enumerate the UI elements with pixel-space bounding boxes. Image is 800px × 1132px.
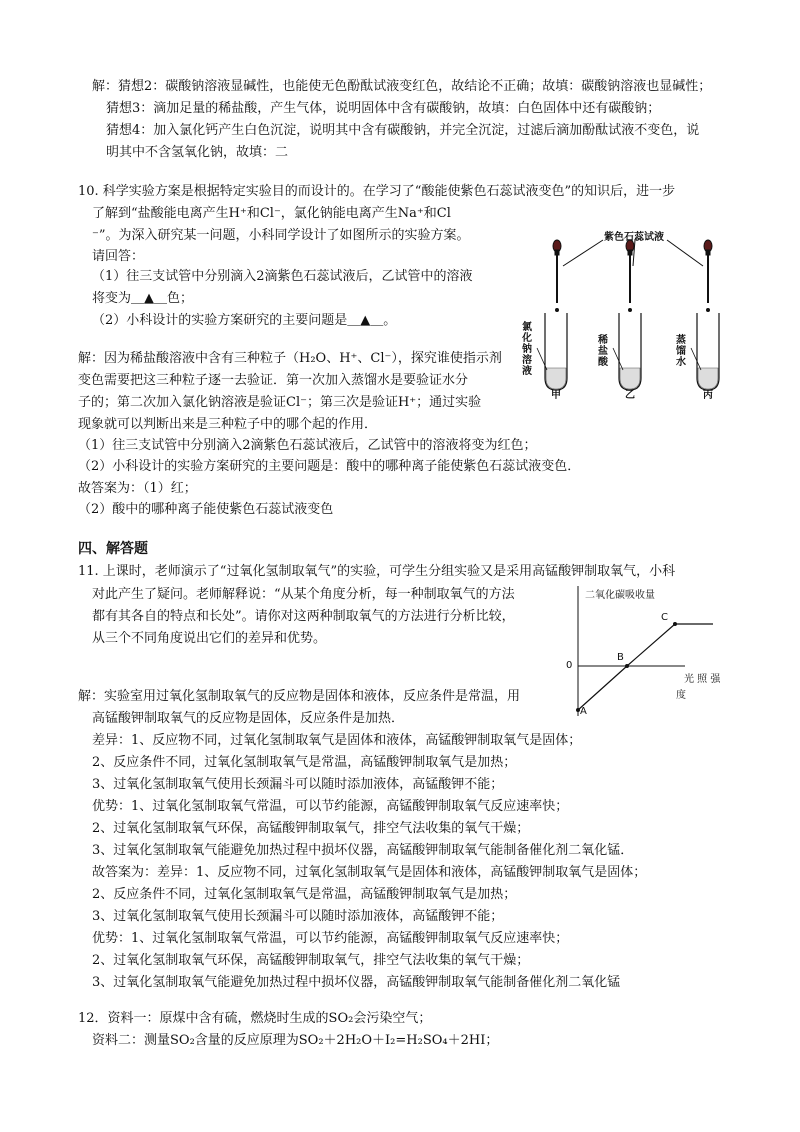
graph-ylabel: 二氧化碳吸收量	[585, 590, 655, 601]
q11-line-4: 从三个不同角度说出它们的差异和优势。	[92, 631, 327, 646]
q10-answer-line-1: 解：因为稀盐酸溶液中含有三种粒子（H₂O、H⁺、Cl⁻），探究谁使指示剂	[78, 351, 502, 366]
q11-answer-line-6: 优势：1、过氧化氢制取氧气常温，可以节约能源，高锰酸钾制取氧气反应速率快；	[92, 799, 569, 814]
graph-xlabel-2: 度	[676, 690, 686, 701]
q11-answer-line-9: 故答案为：差异：1、反应物不同，过氧化氢制取氧气是固体和液体，高锰酸钾制取氧气是固体；	[92, 865, 647, 880]
tube-3-label: 蒸馏水	[676, 335, 686, 368]
q10-line-5: （1）往三支试管中分别滴入2滴紫色石蕊试液后，乙试管中的溶液	[92, 269, 473, 284]
q10-answer-line-4: 现象就可以判断出来是三种粒子中的哪个起的作用．	[78, 417, 378, 432]
q11-answer-line-14: 3、过氧化氢制取氧气能避免加热过程中损坏仪器，高锰酸钾制取氧气能制备催化剂二氧化锰	[92, 975, 621, 990]
dropper-2	[626, 240, 634, 303]
tube-2-name: 乙	[625, 390, 635, 401]
q12-line-1: 12．资料一：原煤中含有硫，燃烧时生成的SO₂会污染空气；	[78, 1011, 432, 1026]
q11-answer-line-11: 3、过氧化氢制取氧气使用长颈漏斗可以随时添加液体，高锰酸钾不能；	[92, 909, 504, 924]
q11-line-1: 11. 上课时，老师演示了“过氧化氢制取氧气”的实验，可学生分组实验又是采用高锰酸钾制取氧气，小科	[78, 564, 676, 579]
tube-1-label: 氯化钠溶液	[522, 322, 532, 377]
prev-answer-line-4: 明其中不含氢氧化钠，故填：二	[106, 145, 289, 160]
dropper-1	[553, 240, 561, 303]
point-c	[673, 622, 677, 626]
q10-answer-line-2: 变色需要把这三种粒子逐一去验证．第一次加入蒸馏水是要验证水分	[78, 373, 469, 388]
point-b	[625, 664, 629, 668]
graph-label-a: A	[580, 706, 587, 717]
q11-answer-line-4: 2、反应条件不同，过氧化氢制取氧气是常温，高锰酸钾制取氧气是加热；	[92, 755, 517, 770]
q10-line-6: 将变为＿▲＿色；	[92, 291, 193, 306]
q10-line-2: 了解到“盐酸能电离产生H⁺和Cl⁻，氯化钠能电离产生Na⁺和Cl	[92, 206, 451, 221]
q10-answer-line-6: （2）小科设计的实验方案研究的主要问题是：酸中的哪种离子能使紫色石蕊试液变色．	[78, 459, 581, 474]
tube-1-name: 甲	[551, 390, 561, 401]
q11-answer-line-8: 3、过氧化氢制取氧气能避免加热过程中损坏仪器，高锰酸钾制取氧气能制备催化剂二氧化锰．	[92, 843, 634, 858]
q11-answer-line-1: 解：实验室用过氧化氢制取氧气的反应物是固体和液体，反应条件是常温，用	[78, 689, 521, 704]
q11-answer-line-7: 2、过氧化氢制取氧气环保，高锰酸钾制取氧气，排空气法收集的氧气干燥；	[92, 821, 530, 836]
prev-answer-line-3: 猜想4：加入氯化钙产生白色沉淀，说明其中含有碳酸钠，并完全沉淀，过滤后滴加酚酞试液不变色，说	[106, 123, 700, 138]
q10-line-4: 请回答：	[92, 249, 145, 264]
graph-origin: 0	[566, 660, 573, 671]
q11-answer-line-13: 2、过氧化氢制取氧气环保，高锰酸钾制取氧气，排空气法收集的氧气干燥；	[92, 953, 530, 968]
tube-3-name: 丙	[703, 390, 713, 401]
test-tube-figure	[515, 218, 740, 403]
section-title: 四、解答题	[78, 541, 148, 557]
q10-line-7: （2）小科设计的实验方案研究的主要问题是＿▲＿。	[92, 313, 397, 328]
q11-answer-line-12: 优势：1、过氧化氢制取氧气常温，可以节约能源，高锰酸钾制取氧气反应速率快；	[92, 931, 569, 946]
q10-line-1: 10. 科学实验方案是根据特定实验目的而设计的。在学习了“酸能使紫色石蕊试液变色”的知识后，进一步	[78, 184, 676, 199]
q10-line-3: ⁻”。为深入研究某一问题，小科同学设计了如图所示的实验方案。	[92, 228, 470, 243]
q11-answer-line-10: 2、反应条件不同，过氧化氢制取氧气是常温，高锰酸钾制取氧气是加热；	[92, 887, 517, 902]
q10-answer-line-3: 子的；第二次加入氯化钠溶液是验证Cl⁻；第三次是验证H⁺；通过实验	[78, 395, 482, 410]
q11-answer-line-3: 差异：1、反应物不同，过氧化氢制取氧气是固体和液体，高锰酸钾制取氧气是固体；	[92, 733, 582, 748]
reagent-label: 紫色石蕊试液	[604, 232, 664, 243]
prev-answer-line-2: 猜想3：滴加足量的稀盐酸，产生气体，说明固体中含有碳酸钠，故填：白色固体中还有碳酸钠；	[106, 101, 661, 116]
q11-answer-line-2: 高锰酸钾制取氧气的反应物是固体，反应条件是加热．	[92, 711, 405, 726]
q10-answer-line-7: 故答案为：（1）红；	[78, 481, 197, 496]
graph-label-c: C	[661, 612, 668, 623]
q11-line-2: 对此产生了疑问。老师解释说：“从某个角度分析，每一种制取氧气的方法	[92, 587, 515, 602]
graph-line	[578, 624, 713, 710]
q10-answer-line-5: （1）往三支试管中分别滴入2滴紫色石蕊试液后，乙试管中的溶液将变为红色；	[78, 438, 537, 453]
graph-xlabel-1: 光 照 强	[684, 674, 721, 685]
dropper-3	[704, 240, 712, 303]
tube-2-label: 稀盐酸	[598, 335, 608, 368]
q11-line-3: 都有其各自的特点和长处”。请你对这两种制取氧气的方法进行分析比较，	[92, 609, 515, 624]
q11-answer-line-5: 3、过氧化氢制取氧气使用长颈漏斗可以随时添加液体，高锰酸钾不能；	[92, 777, 504, 792]
graph-label-b: B	[617, 652, 624, 663]
q10-answer-line-8: （2）酸中的哪种离子能使紫色石蕊试液变色	[78, 502, 334, 517]
q12-line-2: 资料二：测量SO₂含量的反应原理为SO₂＋2H₂O＋I₂=H₂SO₄＋2HI；	[92, 1033, 499, 1048]
prev-answer-line-1: 解：猜想2：碳酸钠溶液显碱性，也能使无色酚酞试液变红色，故结论不正确；故填：碳酸钠溶液也显碱性；	[92, 79, 712, 94]
